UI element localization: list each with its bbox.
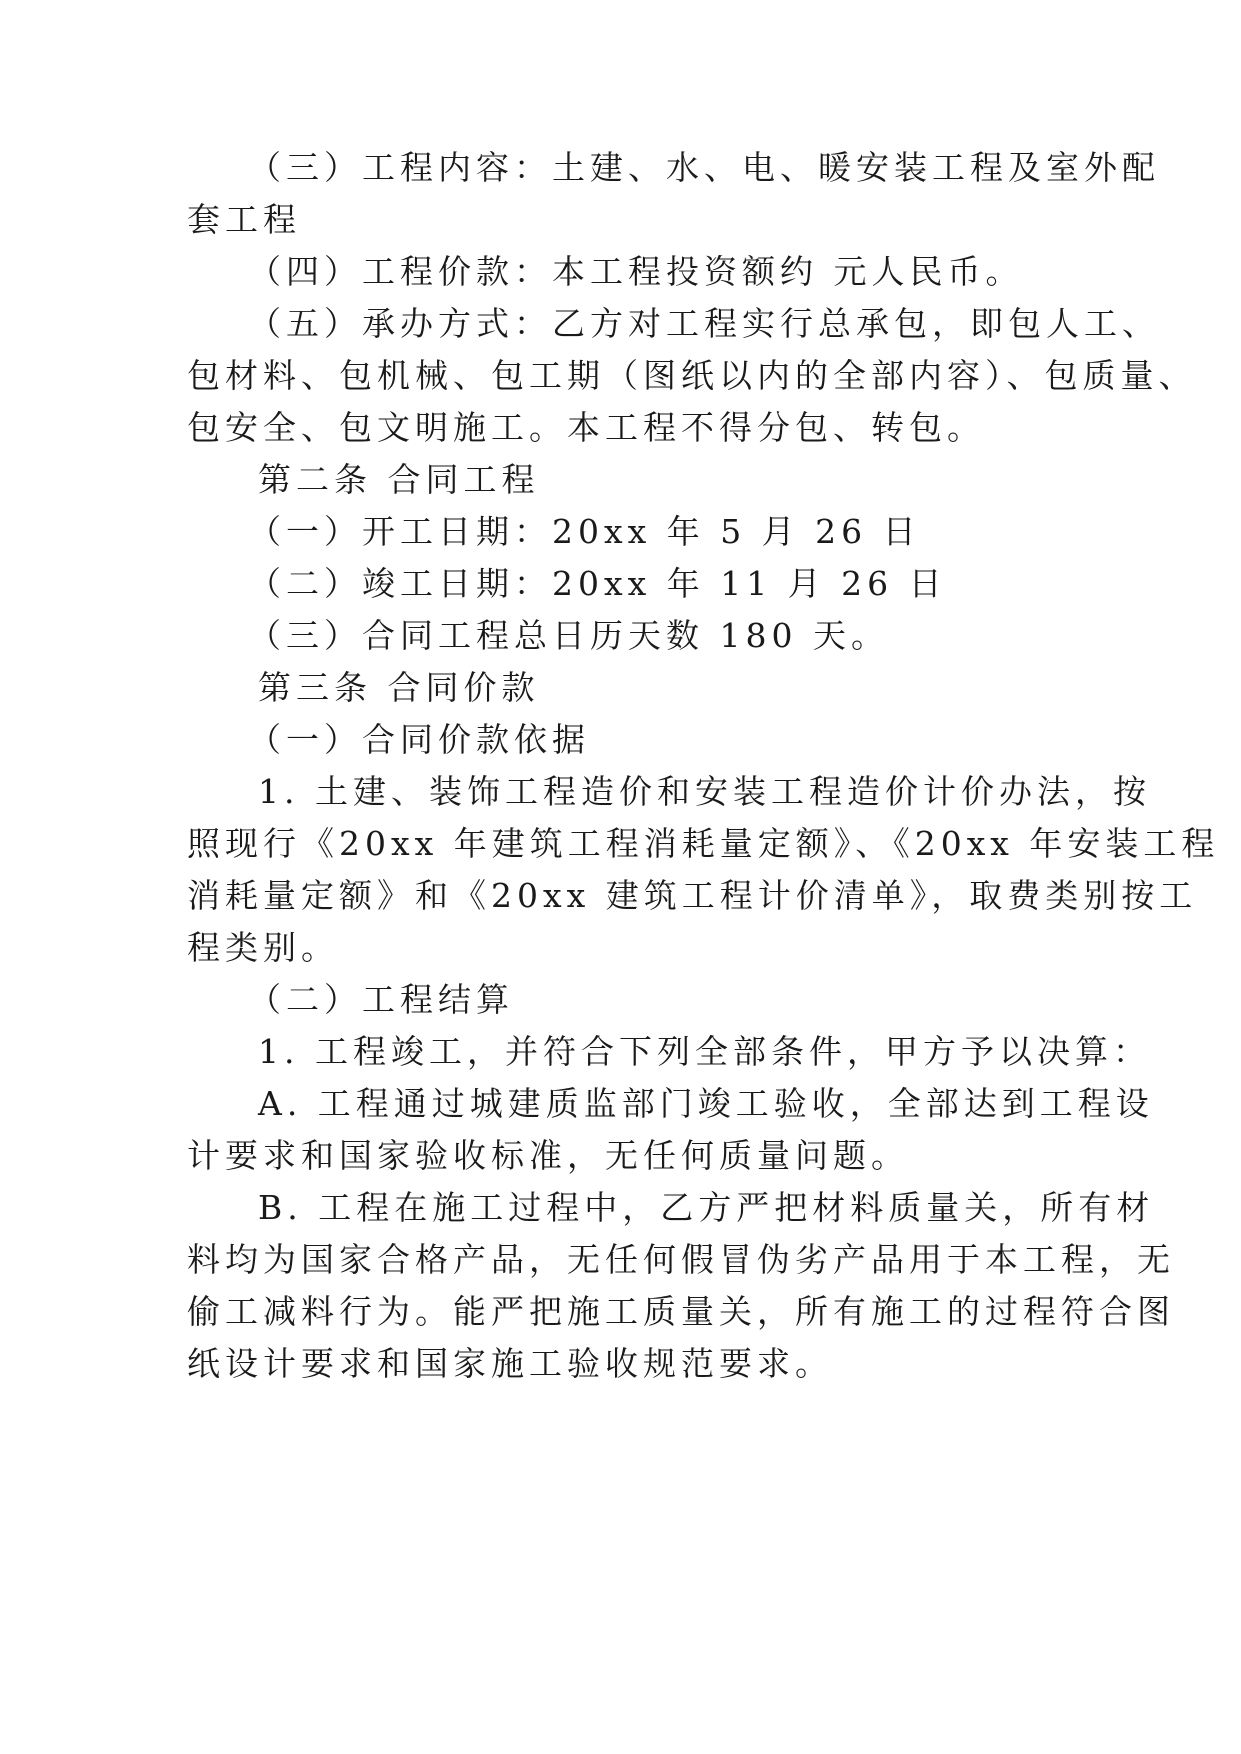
- paragraph-line: （四）工程价款：本工程投资额约 元人民币。: [248, 252, 1024, 291]
- paragraph-line: 包材料、包机械、包工期（图纸以内的全部内容）、包质量、: [187, 356, 1197, 395]
- paragraph-line: 消耗量定额》和《20xx 建筑工程计价清单》，取费类别按工: [187, 876, 1198, 915]
- section-heading: 第三条 合同价款: [258, 668, 540, 707]
- paragraph-line: B. 工程在施工过程中，乙方严把材料质量关，所有材: [258, 1188, 1155, 1227]
- paragraph-line: 纸设计要求和国家施工验收规范要求。: [187, 1344, 833, 1383]
- paragraph-line: （三）合同工程总日历天数 180 天。: [248, 616, 889, 655]
- paragraph-line: 偷工减料行为。能严把施工质量关，所有施工的过程符合图: [187, 1292, 1175, 1331]
- paragraph-line: 照现行《20xx 年建筑工程消耗量定额》、《20xx 年安装工程: [187, 824, 1220, 863]
- paragraph-line: 套工程: [187, 200, 301, 239]
- paragraph-line: 1. 土建、装饰工程造价和安装工程造价计价办法，按: [258, 772, 1151, 811]
- subsection-heading: （二）工程结算: [248, 980, 514, 1019]
- paragraph-line: 计要求和国家验收标准，无任何质量问题。: [187, 1136, 909, 1175]
- paragraph-line: （一）开工日期：20xx 年 5 月 26 日: [248, 512, 921, 551]
- paragraph-line: A. 工程通过城建质监部门竣工验收，全部达到工程设: [258, 1084, 1154, 1123]
- subsection-heading: （一）合同价款依据: [248, 720, 590, 759]
- section-heading: 第二条 合同工程: [258, 460, 540, 499]
- paragraph-line: 包安全、包文明施工。本工程不得分包、转包。: [187, 408, 985, 447]
- paragraph-line: 料均为国家合格产品，无任何假冒伪劣产品用于本工程，无: [187, 1240, 1175, 1279]
- paragraph-line: （三）工程内容：土建、水、电、暖安装工程及室外配: [248, 148, 1160, 187]
- paragraph-line: （二）竣工日期：20xx 年 11 月 26 日: [248, 564, 947, 603]
- paragraph-line: 1. 工程竣工，并符合下列全部条件，甲方予以决算：: [258, 1032, 1151, 1071]
- paragraph-line: 程类别。: [187, 928, 339, 967]
- paragraph-line: （五）承办方式：乙方对工程实行总承包，即包人工、: [248, 304, 1160, 343]
